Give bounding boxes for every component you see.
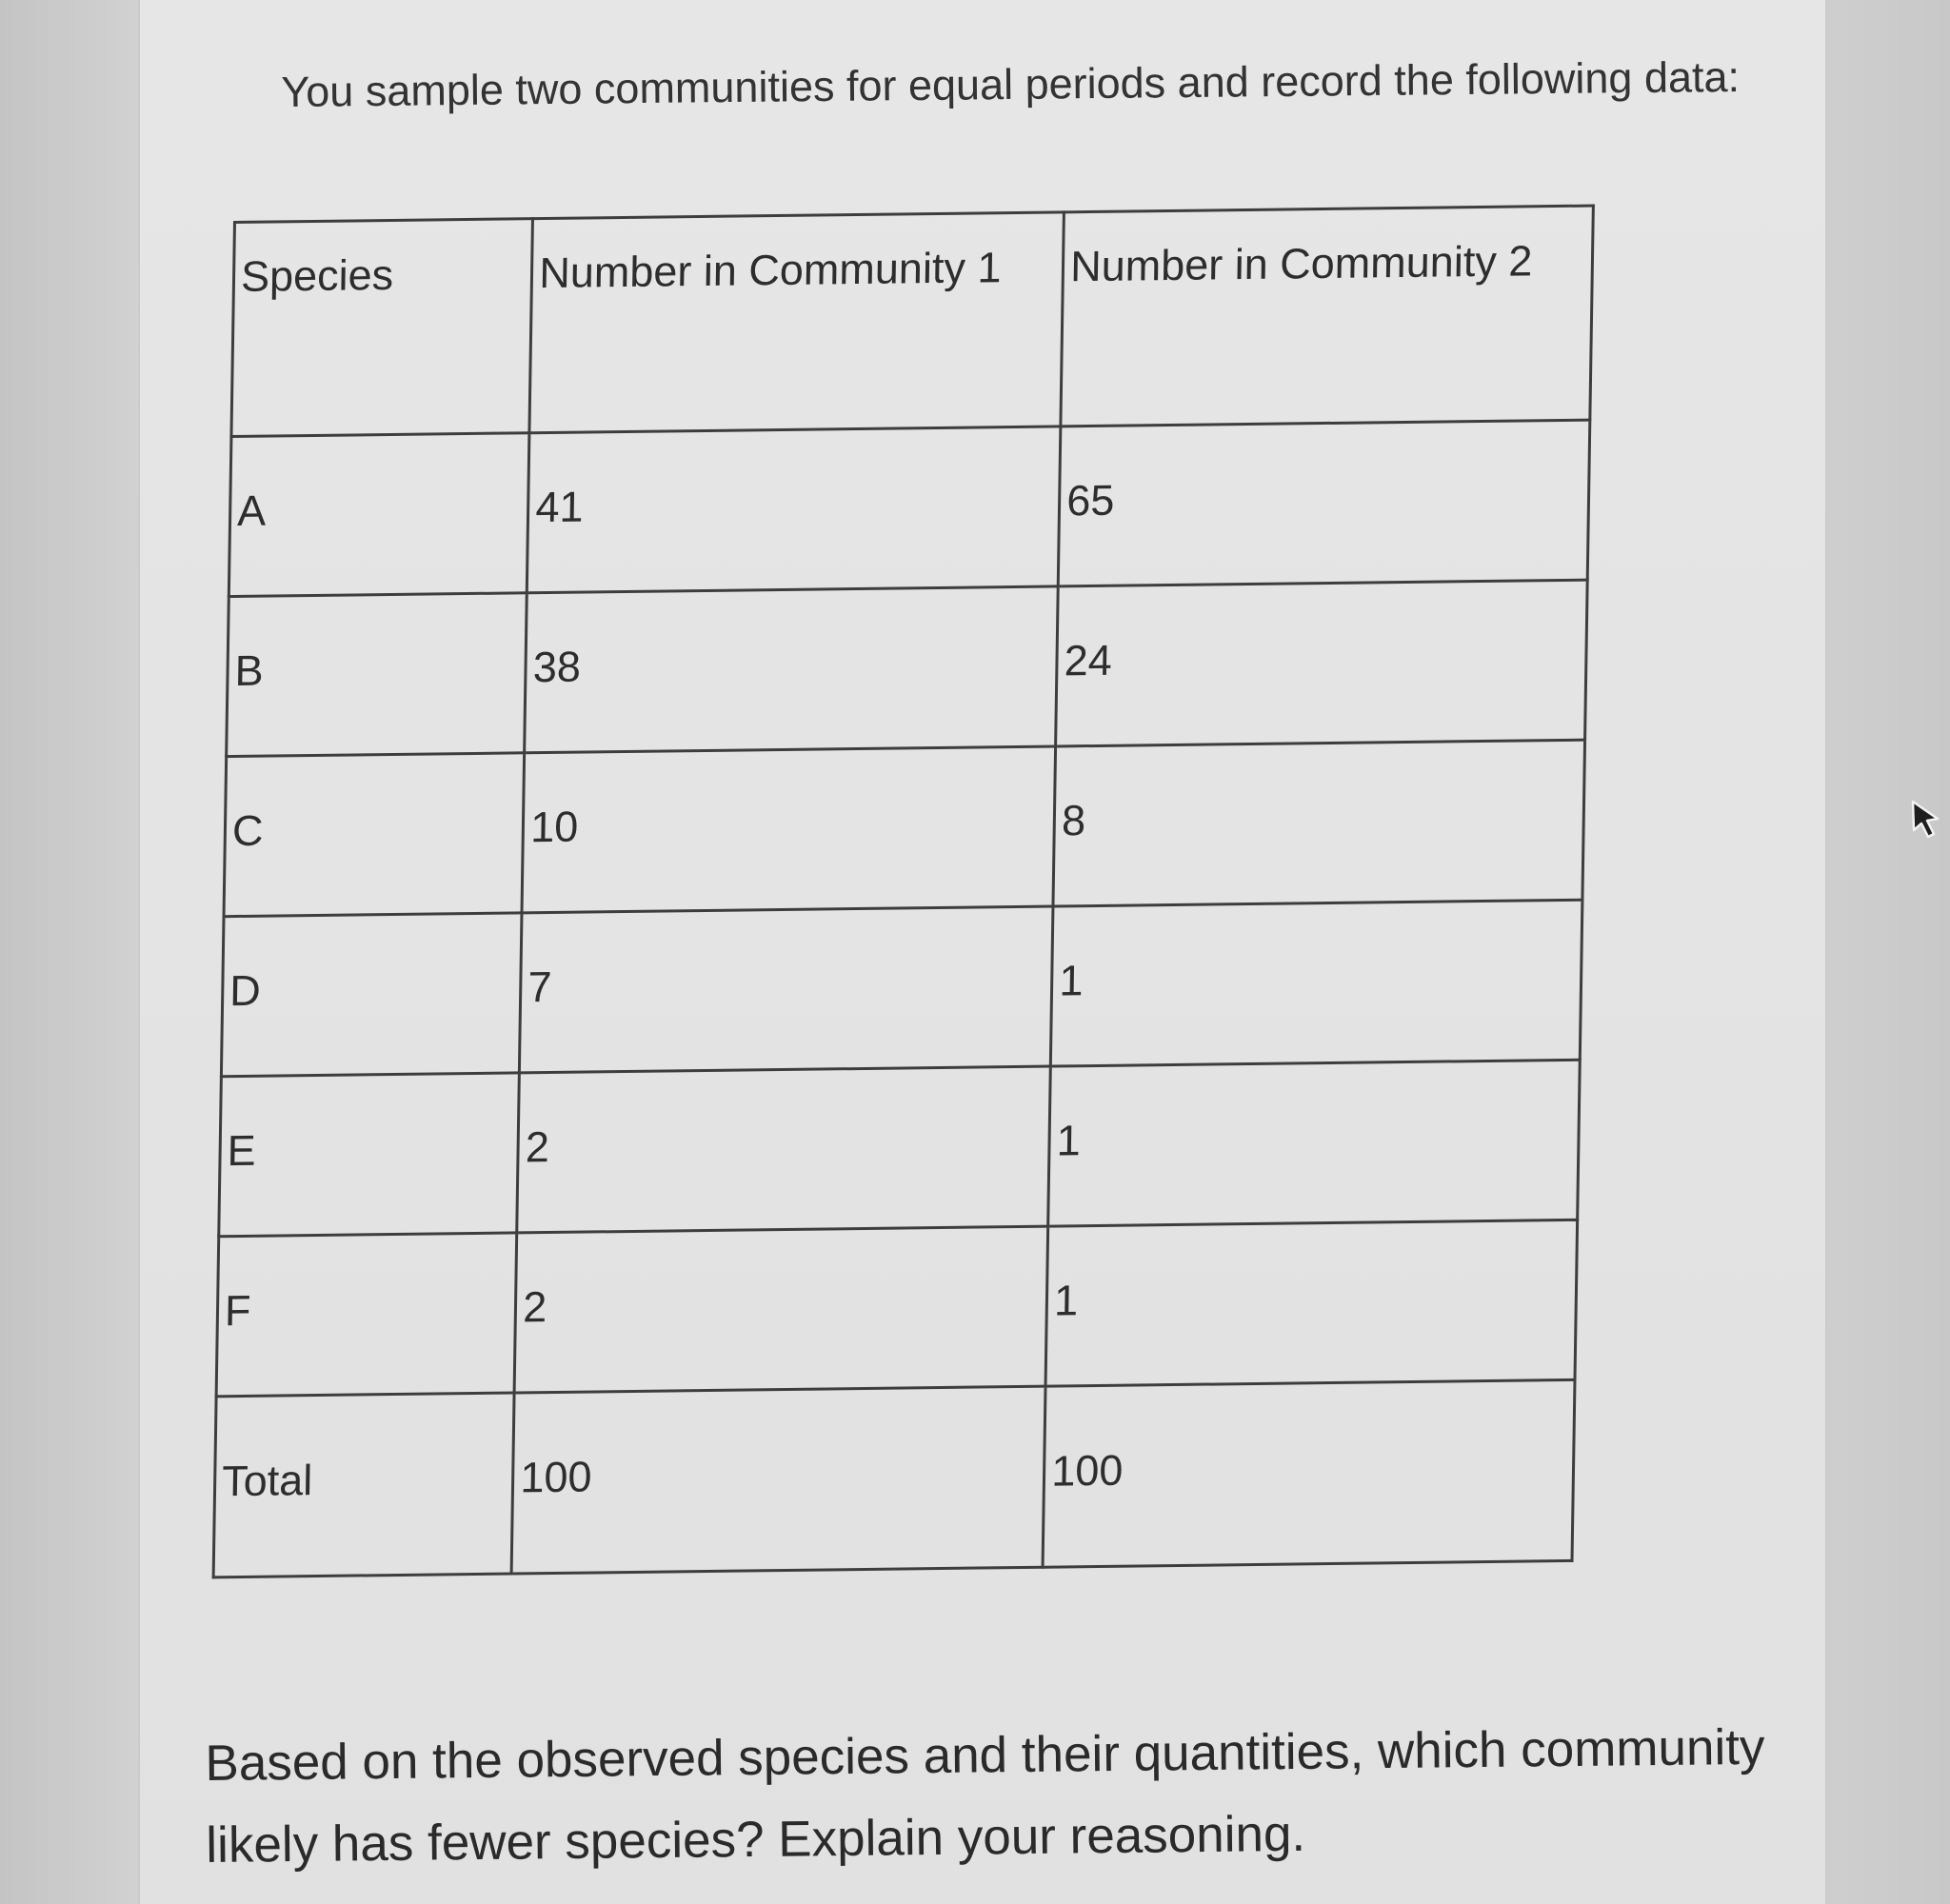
community-2-cell: 8 — [1053, 740, 1584, 906]
community-2-cell: 65 — [1058, 420, 1589, 586]
community-2-cell: 1 — [1048, 1060, 1580, 1226]
community-data-table — [212, 205, 1595, 1579]
table-row — [227, 580, 1588, 756]
table-row — [229, 420, 1590, 596]
community-1-cell: 2 — [517, 1066, 1051, 1233]
community-2-cell: 24 — [1056, 580, 1587, 746]
data-table-wrapper — [212, 205, 1595, 1579]
species-cell: C — [224, 753, 525, 917]
species-cell: F — [216, 1233, 517, 1397]
table-header-row — [231, 206, 1593, 436]
species-cell: A — [229, 433, 529, 597]
community-1-cell: 2 — [514, 1226, 1048, 1393]
community-2-cell: 1 — [1051, 900, 1582, 1066]
table-row — [221, 900, 1582, 1076]
community-1-cell: 41 — [527, 426, 1062, 593]
species-cell: E — [219, 1073, 520, 1237]
total-label-cell: Total — [213, 1393, 514, 1577]
question-prompt: Based on the observed species and their quantities, which community likely has fewer species? Explain your reasoning. — [205, 1718, 1765, 1874]
community-1-cell: 10 — [522, 746, 1056, 913]
community-1-cell: 7 — [520, 906, 1054, 1073]
table-total-row — [213, 1379, 1575, 1577]
table-row — [224, 740, 1585, 916]
table-row — [216, 1220, 1578, 1396]
species-cell: D — [221, 913, 522, 1077]
mouse-pointer-icon — [1909, 798, 1947, 843]
header-community-2: Number in Community 2 — [1061, 206, 1593, 426]
community-1-cell: 38 — [525, 586, 1059, 753]
header-species: Species — [231, 219, 533, 437]
total-community-1-cell: 100 — [511, 1386, 1045, 1574]
table-row — [219, 1060, 1581, 1236]
species-cell: B — [227, 593, 527, 757]
community-2-cell: 1 — [1045, 1220, 1577, 1386]
total-community-2-cell: 100 — [1043, 1379, 1575, 1567]
question-intro: You sample two communities for equal periods and record the following data: — [281, 51, 1741, 116]
header-community-1: Number in Community 1 — [529, 212, 1064, 433]
